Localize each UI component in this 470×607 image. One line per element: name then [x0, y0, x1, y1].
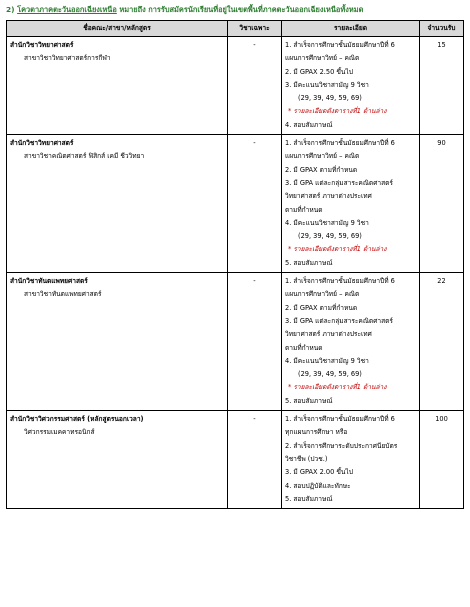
- program-name: วิศวกรรมเมคคาทรอนิกส์: [24, 428, 95, 437]
- detail-line: 1. สำเร็จการศึกษาชั้นมัธยมศึกษาปีที่ 6: [285, 139, 395, 148]
- quota-name: โควตาภาคตะวันออกเฉียงเหนือ: [17, 5, 117, 14]
- section-heading: [6, 4, 466, 16]
- program-cell: [7, 135, 228, 273]
- faculty-name: สำนักวิชาวิทยาศาสตร์: [10, 139, 74, 148]
- header-program: ชื่อคณะ/สาขา/หลักสูตร: [7, 21, 228, 37]
- detail-line: (29, 39, 49, 59, 69): [298, 232, 362, 241]
- detail-line: 5. สอบสัมภาษณ์: [285, 494, 333, 503]
- detail-line: ตามที่กำหนด: [285, 343, 323, 352]
- program-cell: [7, 37, 228, 135]
- details-cell: [282, 135, 420, 273]
- detail-line: (29, 39, 49, 59, 69): [298, 94, 362, 103]
- program-name: สาขาวิชาทันตแพทยศาสตร์: [24, 290, 102, 299]
- detail-note: * รายละเอียดดังตารางที่1 ด้านล่าง: [288, 107, 387, 116]
- detail-line: ตามที่กำหนด: [285, 205, 323, 214]
- detail-line: 5. สอบสัมภาษณ์: [285, 396, 333, 405]
- detail-line: 2. มี GPAX ตามที่กำหนด: [285, 165, 358, 174]
- detail-line: 1. สำเร็จการศึกษาชั้นมัธยมศึกษาปีที่ 6: [285, 277, 395, 286]
- quota-cell: 22: [420, 273, 464, 411]
- detail-line: วิทยาศาสตร์ ภาษาต่างประเทศ: [285, 330, 372, 339]
- detail-line: แผนการศึกษาวิทย์ – คณิต: [285, 54, 360, 63]
- detail-line: 2. มี GPAX ตามที่กำหนด: [285, 303, 358, 312]
- detail-line: ทุกแผนการศึกษา หรือ: [285, 428, 348, 437]
- table-row: [7, 273, 464, 411]
- quota-cell: 90: [420, 135, 464, 273]
- detail-line: 2. สำเร็จการศึกษาระดับประกาศนียบัตร: [285, 441, 398, 450]
- detail-line: วิทยาศาสตร์ ภาษาต่างประเทศ: [285, 192, 372, 201]
- header-details: รายละเอียด: [282, 21, 420, 37]
- table-row: [7, 135, 464, 273]
- detail-line: แผนการศึกษาวิทย์ – คณิต: [285, 290, 360, 299]
- table-row: [7, 411, 464, 509]
- quota-description: หมายถึง การรับสมัครนักเรียนที่อยู่ในเขตพื้นที่ภาคตะวันออกเฉียงเหนือทั้งหมด: [116, 5, 364, 14]
- header-quota: จำนวนรับ: [420, 21, 464, 37]
- detail-note: * รายละเอียดดังตารางที่1 ด้านล่าง: [288, 245, 387, 254]
- detail-line: (29, 39, 49, 59, 69): [298, 370, 362, 379]
- special-subject-cell: -: [228, 135, 282, 273]
- special-subject-cell: -: [228, 273, 282, 411]
- detail-line: แผนการศึกษาวิทย์ – คณิต: [285, 152, 360, 161]
- faculty-name: สำนักวิชาทันตแพทยศาสตร์: [10, 277, 88, 286]
- table-row: [7, 37, 464, 135]
- quota-cell: 100: [420, 411, 464, 509]
- detail-line: 4. มีคะแนนวิชาสามัญ 9 วิชา: [285, 356, 369, 365]
- detail-note: * รายละเอียดดังตารางที่1 ด้านล่าง: [288, 383, 387, 392]
- program-name: สาขาวิชาวิทยาศาสตร์การกีฬา: [24, 54, 111, 63]
- detail-line: 3. มีคะแนนวิชาสามัญ 9 วิชา: [285, 80, 369, 89]
- quota-cell: 15: [420, 37, 464, 135]
- detail-line: 1. สำเร็จการศึกษาชั้นมัธยมศึกษาปีที่ 6: [285, 41, 395, 49]
- detail-line: 3. มี GPA แต่ละกลุ่มสาระคณิตศาสตร์: [285, 178, 393, 187]
- program-cell: [7, 411, 228, 509]
- header-special-subject: วิชาเฉพาะ: [228, 21, 282, 37]
- detail-line: 4. สอบสัมภาษณ์: [285, 120, 333, 129]
- program-name: สาขาวิชาคณิตศาสตร์ ฟิสิกส์ เคมี ชีววิทยา: [24, 152, 145, 161]
- detail-line: 4. มีคะแนนวิชาสามัญ 9 วิชา: [285, 218, 369, 227]
- special-subject-cell: -: [228, 411, 282, 509]
- section-number: 2): [6, 5, 15, 14]
- table-header-row: [7, 21, 464, 37]
- details-cell: [282, 411, 420, 509]
- faculty-name: สำนักวิชาวิทยาศาสตร์: [10, 41, 74, 49]
- detail-line: 4. สอบปฏิบัติและทักษะ: [285, 481, 351, 490]
- details-cell: [282, 273, 420, 411]
- faculty-name: สำนักวิชาวิศวกรรมศาสตร์ (หลักสูตรนอกเวลา): [10, 415, 144, 424]
- detail-line: 2. มี GPAX 2.50 ขึ้นไป: [285, 67, 353, 76]
- detail-line: วิชาชีพ (ปวช.): [285, 454, 328, 463]
- details-cell: [282, 37, 420, 135]
- program-cell: [7, 273, 228, 411]
- detail-line: 5. สอบสัมภาษณ์: [285, 258, 333, 267]
- special-subject-cell: -: [228, 37, 282, 135]
- detail-line: 3. มี GPAX 2.00 ขึ้นไป: [285, 468, 353, 477]
- detail-line: 1. สำเร็จการศึกษาชั้นมัธยมศึกษาปีที่ 6: [285, 415, 395, 424]
- detail-line: 3. มี GPA แต่ละกลุ่มสาระคณิตศาสตร์: [285, 316, 393, 325]
- quota-table: [6, 20, 464, 509]
